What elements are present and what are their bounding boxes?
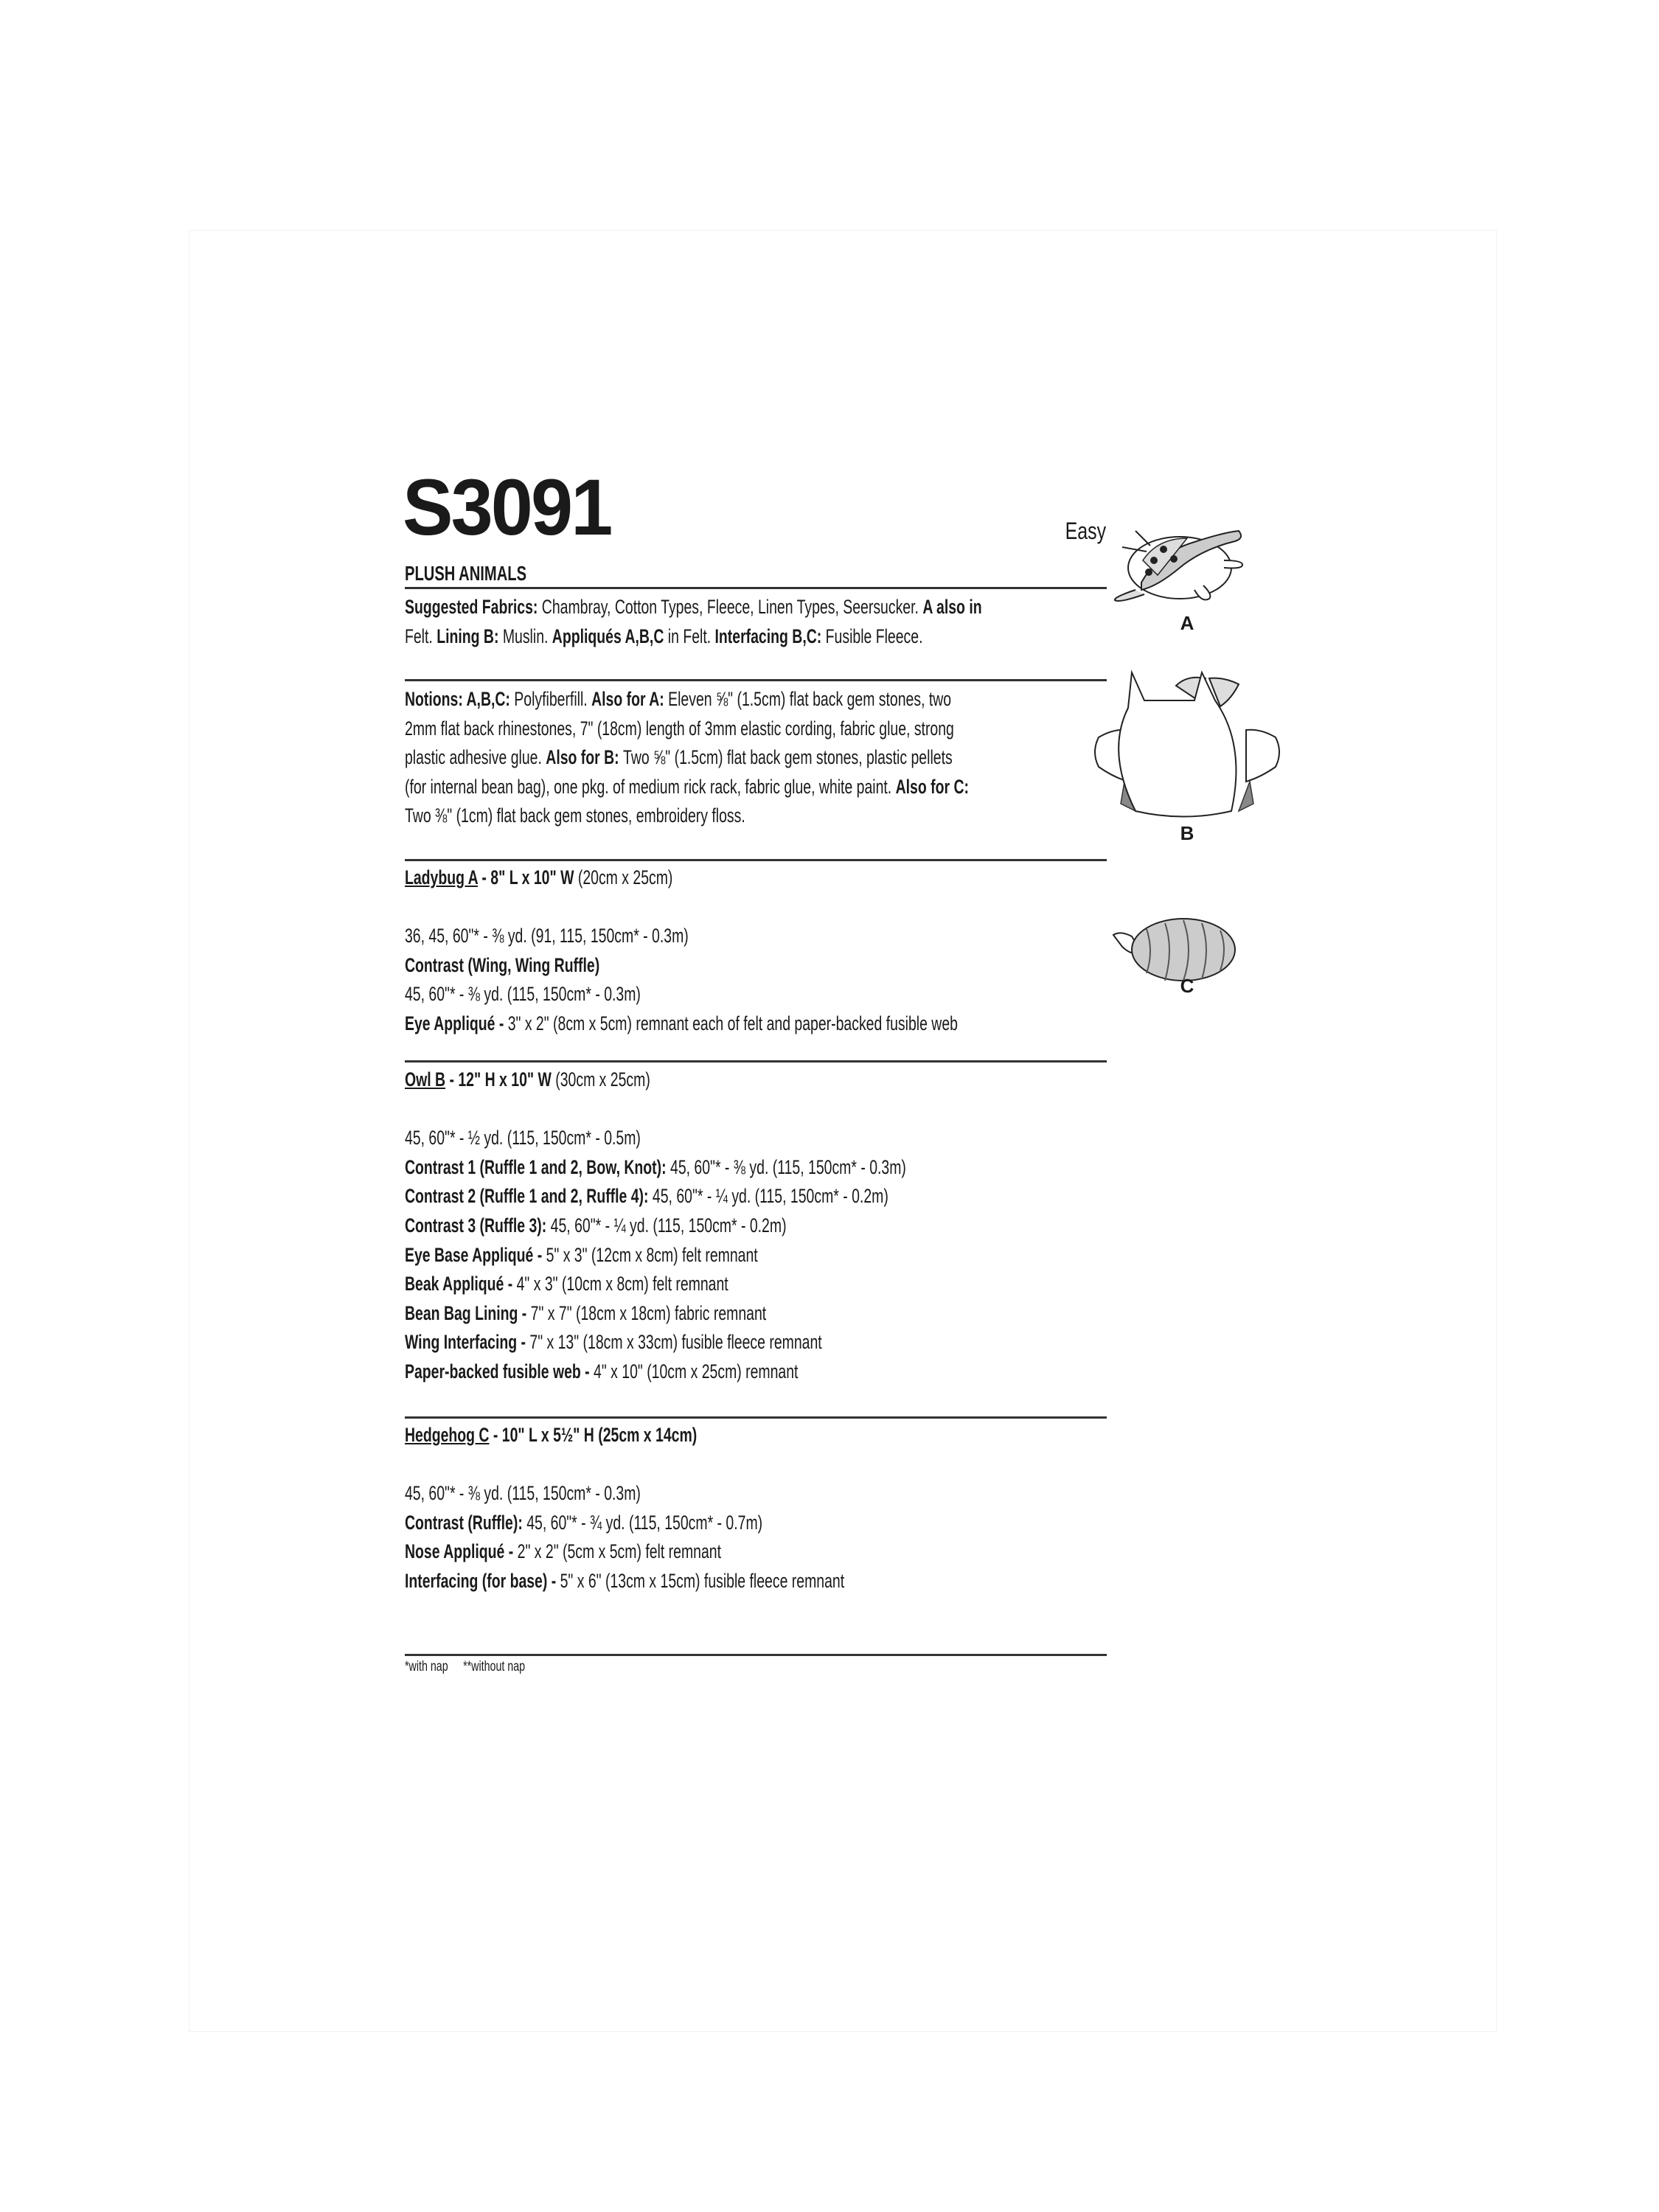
bold-label: Bean Bag Lining - bbox=[405, 1301, 531, 1324]
view-label-a: A bbox=[1180, 612, 1194, 634]
text: Fusible Fleece. bbox=[825, 625, 923, 647]
text: in Felt. bbox=[667, 625, 715, 647]
text-line bbox=[405, 714, 954, 744]
item-name: Owl B bbox=[405, 1068, 446, 1091]
view-label-c: C bbox=[1180, 975, 1194, 997]
bold-label: Contrast 3 (Ruffle 3): bbox=[405, 1214, 551, 1237]
text: 7" x 7" (18cm x 18cm) fabric remnant bbox=[530, 1301, 767, 1324]
ladybug-yardage bbox=[405, 863, 1113, 1039]
text: 45, 60"* - ¾ yd. (115, 150cm* - 0.7m) bbox=[526, 1511, 763, 1534]
text: (for internal bean bag), one pkg. of medium rick rack, fabric glue, white paint. bbox=[405, 775, 896, 798]
divider bbox=[405, 587, 1107, 589]
text: Muslin. bbox=[502, 625, 552, 647]
footnote-without-nap: **without nap bbox=[463, 1659, 526, 1674]
item-name: Ladybug A bbox=[405, 866, 478, 888]
text-line bbox=[405, 1124, 914, 1153]
pattern-title: PLUSH ANIMALS bbox=[405, 562, 527, 585]
text-line bbox=[405, 593, 982, 622]
text-line bbox=[405, 1479, 914, 1509]
footnote-with-nap: *with nap bbox=[405, 1659, 448, 1674]
text-line bbox=[405, 773, 969, 802]
bold-label: Notions: A,B,C: bbox=[405, 688, 515, 710]
text-line bbox=[405, 1509, 914, 1538]
bold-label: Contrast 2 (Ruffle 1 and 2, Ruffle 4): bbox=[405, 1185, 653, 1208]
bold-label: Contrast (Wing, Wing Ruffle) bbox=[405, 953, 600, 976]
text-line bbox=[405, 893, 914, 922]
bold-label: Also for C: bbox=[895, 775, 969, 798]
text-line bbox=[405, 1153, 914, 1183]
bold-label: Also for B: bbox=[546, 746, 624, 769]
text: 2mm flat back rhinestones, 7" (18cm) length of 3mm elastic cording, fabric glue, strong bbox=[405, 717, 954, 740]
divider bbox=[405, 1654, 1107, 1656]
text: 45, 60"* - ⅜ yd. (115, 150cm* - 0.3m) bbox=[405, 983, 641, 1006]
text: Chambray, Cotton Types, Fleece, Linen Types, Seersucker. bbox=[541, 596, 923, 618]
text: Felt. bbox=[405, 625, 437, 647]
text-line bbox=[405, 1357, 914, 1387]
bold-label: Paper-backed fusible web - bbox=[405, 1360, 594, 1382]
suggested-fabrics bbox=[405, 593, 1113, 651]
text: 36, 45, 60"* - ⅜ yd. (91, 115, 150cm* - 0.3m) bbox=[405, 925, 689, 947]
bold-label: Eye Appliqué - bbox=[405, 1012, 508, 1034]
text: 45, 60"* - ¼ yd. (115, 150cm* - 0.2m) bbox=[652, 1185, 888, 1208]
text: Eleven ⅝" (1.5cm) flat back gem stones, two bbox=[668, 688, 952, 710]
bold-label: A also in bbox=[922, 596, 982, 618]
text-line bbox=[405, 801, 914, 831]
text-line bbox=[405, 1009, 958, 1039]
view-label-b: B bbox=[1180, 822, 1194, 844]
divider bbox=[405, 679, 1107, 681]
text: (30cm x 25cm) bbox=[555, 1068, 650, 1091]
text: Polyfiberfill. bbox=[514, 688, 592, 710]
text: 4" x 3" (10cm x 8cm) felt remnant bbox=[516, 1273, 728, 1295]
text-line bbox=[405, 980, 914, 1009]
bold-label: - 8" L x 10" W bbox=[478, 866, 578, 888]
bold-label: Wing Interfacing - bbox=[405, 1331, 530, 1354]
bold-label: Eye Base Appliqué - bbox=[405, 1243, 546, 1266]
text-line bbox=[405, 743, 953, 773]
text-line bbox=[405, 1241, 914, 1270]
text-line bbox=[405, 1211, 914, 1241]
text-line bbox=[405, 685, 952, 714]
text: 3" x 2" (8cm x 5cm) remnant each of felt and paper-backed fusible web bbox=[507, 1012, 958, 1034]
text: 2" x 2" (5cm x 5cm) felt remnant bbox=[517, 1540, 721, 1563]
footnotes bbox=[405, 1659, 538, 1675]
text-line bbox=[405, 1182, 914, 1211]
text: Two ⅝" (1.5cm) flat back gem stones, plastic pellets bbox=[623, 746, 953, 769]
text-line bbox=[405, 1095, 914, 1124]
bold-label: Also for A: bbox=[591, 688, 669, 710]
bold-label: Beak Appliqué - bbox=[405, 1273, 517, 1295]
text: 45, 60"* - ¼ yd. (115, 150cm* - 0.2m) bbox=[550, 1214, 787, 1237]
pattern-number: S3091 bbox=[403, 462, 611, 552]
bold-label: Nose Appliqué - bbox=[405, 1540, 518, 1563]
text-line bbox=[405, 622, 923, 652]
text: 7" x 13" (18cm x 33cm) fusible fleece remnant bbox=[529, 1331, 822, 1354]
bold-label: Suggested Fabrics: bbox=[405, 596, 542, 618]
section-heading bbox=[405, 1421, 914, 1450]
notions bbox=[405, 685, 1113, 831]
text-line bbox=[405, 1328, 914, 1357]
bold-label: Interfacing B,C: bbox=[714, 625, 826, 647]
text: plastic adhesive glue. bbox=[405, 746, 546, 769]
text: 5" x 3" (12cm x 8cm) felt remnant bbox=[546, 1243, 758, 1266]
text: 4" x 10" (10cm x 25cm) remnant bbox=[594, 1360, 799, 1382]
divider bbox=[405, 1416, 1107, 1419]
owl-yardage bbox=[405, 1065, 1113, 1387]
text-line bbox=[405, 1450, 914, 1480]
bold-label: Lining B: bbox=[437, 625, 503, 647]
text-line bbox=[405, 922, 914, 951]
text: 5" x 6" (13cm x 15cm) fusible fleece remnant bbox=[560, 1569, 845, 1592]
bold-label: Appliqués A,B,C bbox=[552, 625, 668, 647]
text: (20cm x 25cm) bbox=[577, 866, 673, 888]
ladybug-illustration-icon bbox=[1113, 516, 1261, 612]
bold-label: Contrast (Ruffle): bbox=[405, 1511, 527, 1534]
divider bbox=[405, 859, 1107, 861]
bold-label: - 12" H x 10" W bbox=[445, 1068, 556, 1091]
bold-label: - 10" L x 5½" H (25cm x 14cm) bbox=[489, 1424, 698, 1446]
hedgehog-yardage bbox=[405, 1421, 1113, 1596]
text: 45, 60"* - ⅜ yd. (115, 150cm* - 0.3m) bbox=[405, 1482, 641, 1505]
bold-label: Contrast 1 (Ruffle 1 and 2, Bow, Knot): bbox=[405, 1155, 671, 1178]
bold-label: Interfacing (for base) - bbox=[405, 1569, 560, 1592]
text-line bbox=[405, 951, 914, 981]
difficulty-label: Easy bbox=[1065, 518, 1106, 544]
text: 45, 60"* - ½ yd. (115, 150cm* - 0.5m) bbox=[405, 1127, 641, 1150]
text-line bbox=[405, 1299, 914, 1329]
text-line bbox=[405, 1537, 914, 1567]
item-name: Hedgehog C bbox=[405, 1424, 490, 1446]
text: 45, 60"* - ⅜ yd. (115, 150cm* - 0.3m) bbox=[670, 1155, 906, 1178]
section-heading bbox=[405, 863, 914, 893]
divider bbox=[405, 1060, 1107, 1062]
owl-illustration-icon bbox=[1091, 664, 1283, 833]
text-line bbox=[405, 1567, 914, 1596]
text: Two ⅜" (1cm) flat back gem stones, embroidery floss. bbox=[405, 804, 745, 827]
section-heading bbox=[405, 1065, 914, 1095]
text-line bbox=[405, 1270, 914, 1299]
